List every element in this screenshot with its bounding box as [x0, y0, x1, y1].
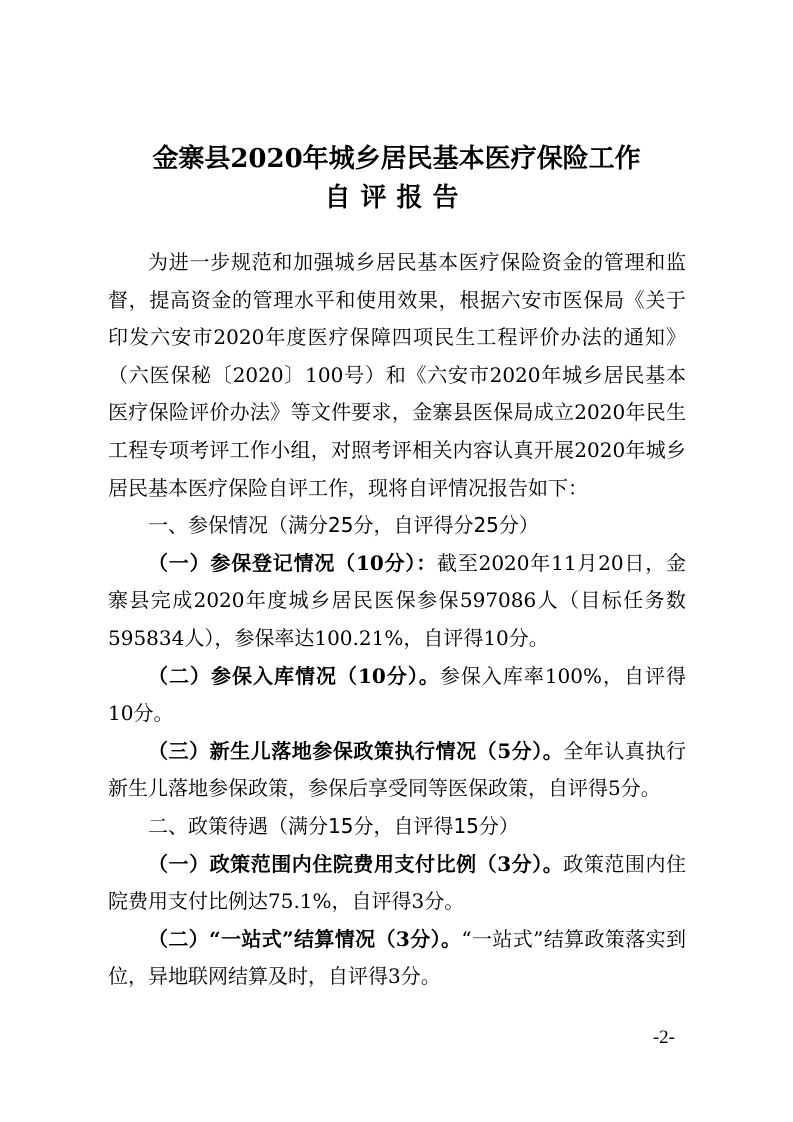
section-1-item-1	[108, 545, 686, 658]
page-number: -2-	[652, 1027, 675, 1048]
item-text: 政策范围内住院费用支付比例达75.1%，自评得3分。	[108, 851, 687, 914]
item-text: “一站式”结算政策落实到位，异地联网结算及时，自评得3分。	[108, 926, 686, 989]
intro-paragraph: 为进一步规范和加强城乡居民基本医疗保险资金的管理和监督，提高资金的管理水平和使用效果，根据六安市医保局《关于印发六安市2020年度医疗保障四项民生工程评价办法的通知》（六医保秘〔2020〕100号）和《六安市2020年城乡居民基本医疗保险评价办法》等文件要求，金寨县医保局成立2020年民生工程专项考评工作小组，对照考评相关内容认真开展2020年城乡居民基本医疗保险自评工作，现将自评情况报告如下：	[108, 250, 686, 500]
item-label: （二）“一站式”结算情况（3分）。	[148, 926, 462, 951]
document-body	[108, 244, 686, 996]
item-text: 截至2020年11月20日，金寨县完成2020年度城乡居民医保参保597086人（目标任务数595834人），参保率达100.21%，自评得10分。	[108, 550, 686, 650]
document-title: 金寨县2020年城乡居民基本医疗保险工作	[152, 144, 641, 174]
item-label: （二）参保入库情况（10分）。	[148, 663, 440, 688]
item-label: （一）政策范围内住院费用支付比例（3分）。	[148, 851, 564, 876]
section-heading-1: 一、参保情况（满分25分，自评得分25分）	[148, 513, 539, 538]
section-1-item-3	[108, 733, 686, 808]
document-subtitle: 自评报告	[324, 183, 469, 213]
section-heading-2: 二、政策待遇（满分15分，自评得15分）	[148, 813, 519, 838]
section-2-item-2	[108, 921, 686, 996]
item-label: （一）参保登记情况（10分）：	[148, 550, 438, 575]
item-text: 全年认真执行新生儿落地参保政策，参保后享受同等医保政策，自评得5分。	[108, 738, 687, 801]
item-label: （三）新生儿落地参保政策执行情况（5分）。	[148, 738, 564, 763]
section-2-item-1	[108, 846, 686, 921]
item-text: 参保入库率100%，自评得10分。	[108, 663, 686, 726]
section-1-item-2	[108, 658, 686, 733]
